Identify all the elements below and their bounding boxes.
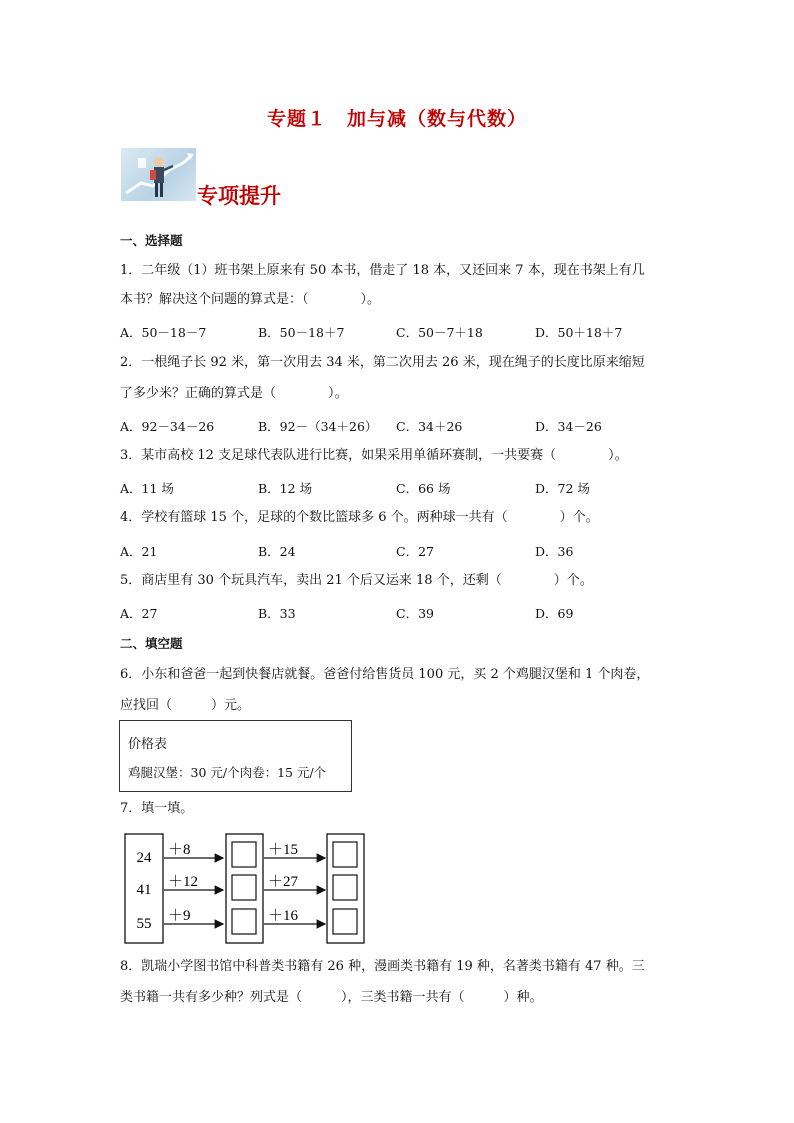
q4-option-c: C．27: [396, 544, 434, 559]
q2-option-b: B．92－（34＋26）: [258, 419, 378, 434]
answer-box-2-2: [333, 875, 357, 900]
price-table-title: 价格表: [128, 737, 168, 752]
answer-box-3-1: [232, 909, 256, 934]
op-row-2-a: ＋12: [168, 874, 199, 890]
question-6-line-1: 6．小东和爸爸一起到快餐店就餐。爸爸付给售货员 100 元，买 2 个鸡腿汉堡和 1 个肉卷，: [120, 667, 650, 682]
question-4-line-1: 4．学校有篮球 15 个，足球的个数比篮球多 6 个。两种球一共有（ ）个。: [120, 510, 599, 525]
question-2-line-1: 2．一根绳子长 92 米，第一次用去 34 米，第二次用去 26 米，现在绳子的长度比原来缩短: [120, 355, 645, 370]
section-heading-choice: 一、选择题: [120, 233, 183, 248]
question-2-line-2: 了多少米？正确的算式是（ ）。: [120, 386, 348, 401]
section-heading-fill: 二、填空题: [120, 636, 183, 651]
banner-label: 专项提升: [197, 183, 281, 208]
question-5-line-1: 5．商店里有 30 个玩具汽车，卖出 21 个后又运来 18 个，还剩（ ）个。: [120, 573, 593, 588]
op-row-3-b: ＋16: [268, 908, 299, 924]
price-table-content: 鸡腿汉堡：30 元/个肉卷：15 元/个: [128, 765, 327, 780]
question-1-line-2: 本书？解决这个问题的算式是：（ ）。: [120, 292, 381, 307]
q3-option-b: B．12 场: [258, 481, 313, 496]
op-row-1-a: ＋8: [168, 842, 191, 858]
q3-option-c: C．66 场: [396, 481, 451, 496]
question-1-line-1: 1．二年级（1）班书架上原来有 50 本书，借走了 18 本，又还回来 7 本，现在书架上有几: [120, 263, 645, 278]
q1-option-a: A．50－18－7: [120, 325, 207, 340]
question-7-line-1: 7．填一填。: [120, 801, 194, 816]
q4-option-a: A．21: [120, 544, 158, 559]
question-3-line-1: 3．某市高校 12 支足球代表队进行比赛，如果采用单循环赛制，一共要赛（ ）。: [120, 448, 628, 463]
q5-option-c: C．39: [396, 606, 434, 621]
answer-box-1-1: [232, 842, 256, 867]
answer-box-1-2: [333, 842, 357, 867]
q2-option-d: D．34－26: [535, 419, 602, 434]
fill-in-diagram: [122, 832, 367, 947]
start-number-1: 24: [136, 850, 152, 866]
start-number-3: 55: [136, 916, 152, 932]
q1-option-d: D．50＋18＋7: [535, 325, 623, 340]
q4-option-d: D．36: [535, 544, 574, 559]
op-row-1-b: ＋15: [268, 842, 299, 858]
q3-option-a: A．11 场: [120, 481, 174, 496]
q2-option-a: A．92－34－26: [120, 419, 215, 434]
q5-option-b: B．33: [258, 606, 296, 621]
answer-box-2-1: [232, 875, 256, 900]
q1-option-b: B．50－18＋7: [258, 325, 345, 340]
op-row-2-b: ＋27: [268, 874, 299, 890]
q5-option-a: A．27: [120, 606, 158, 621]
start-number-2: 41: [136, 882, 152, 898]
page-title: 专题１ 加与减（数与代数）: [266, 108, 527, 130]
q5-option-d: D．69: [535, 606, 574, 621]
question-6-line-2: 应找回（ ）元。: [120, 698, 251, 713]
person-pointing-chart-icon: [121, 148, 196, 201]
q2-option-c: C．34＋26: [396, 419, 463, 434]
question-8-line-2: 类书籍一共有多少种？列式是（ ），三类书籍一共有（ ）种。: [120, 990, 543, 1005]
question-8-line-1: 8．凯瑞小学图书馆中科普类书籍有 26 种，漫画类书籍有 19 种，名著类书籍有 47 种。三: [120, 959, 645, 974]
q3-option-d: D．72 场: [535, 481, 590, 496]
banner-illustration: [121, 148, 196, 201]
q4-option-b: B．24: [258, 544, 296, 559]
answer-box-3-2: [333, 909, 357, 934]
q1-option-c: C．50－7＋18: [396, 325, 483, 340]
price-table-box: [119, 720, 352, 792]
op-row-3-a: ＋9: [168, 908, 191, 924]
